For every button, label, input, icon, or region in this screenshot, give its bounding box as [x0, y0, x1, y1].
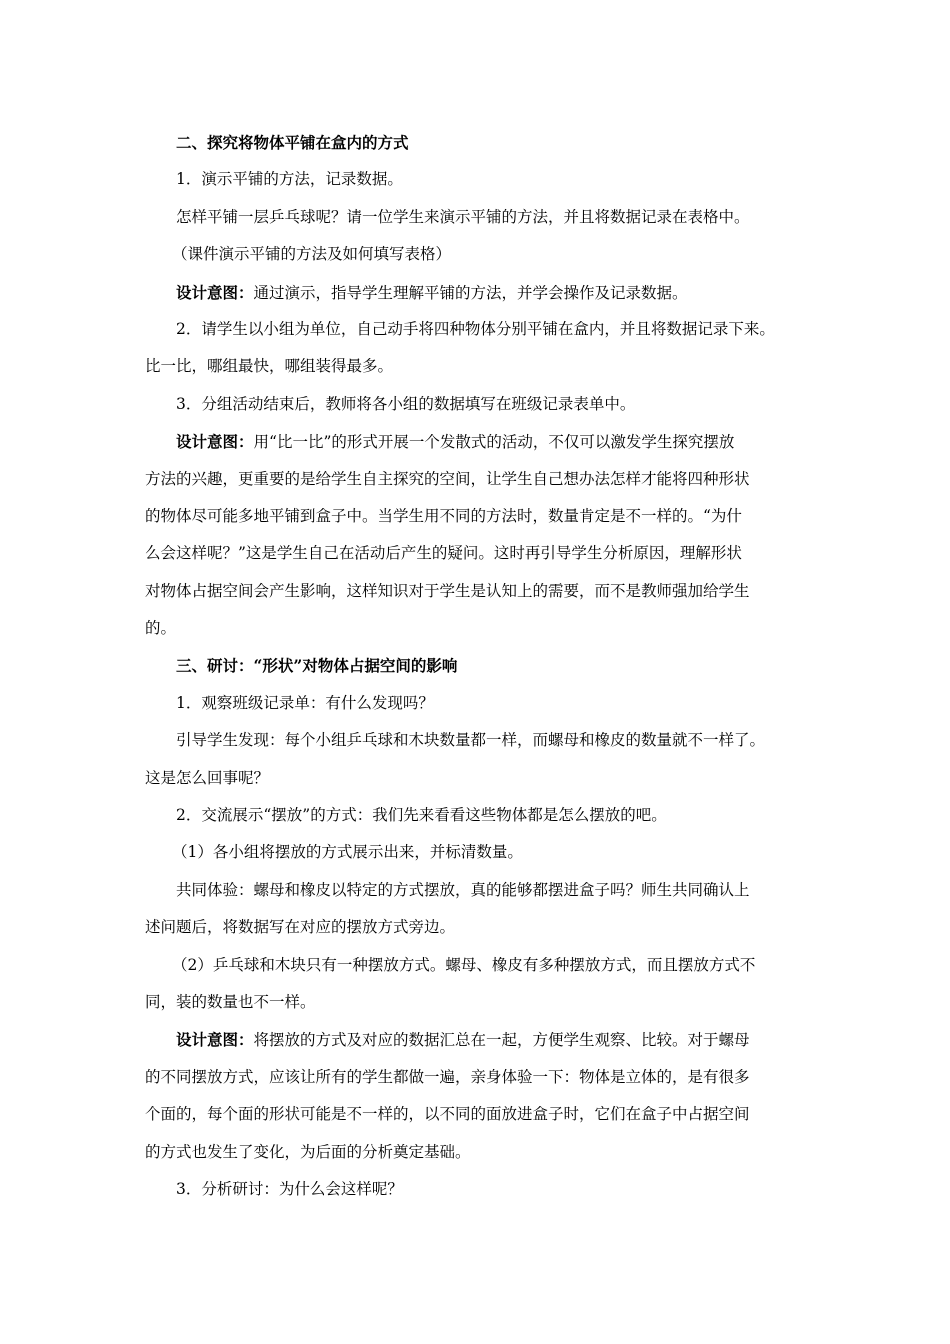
heading-text: 三、研讨：“形状”对物体占据空间的影响 [176, 656, 458, 676]
line-text: 述问题后，将数据写在对应的摆放方式旁边。 [145, 918, 456, 937]
line-text: （1）各小组将摆放的方式展示出来，并标清数量。 [172, 843, 523, 862]
paragraph-line [145, 498, 815, 535]
paragraph-line [145, 573, 815, 610]
line-text: 对物体占据空间会产生影响，这样知识对于学生是认知上的需要，而不是教师强加给学生 [145, 581, 750, 600]
paragraph-line [145, 1171, 815, 1208]
line-text: 引导学生发现：每个小组乒乓球和木块数量都一样，而螺母和橡皮的数量就不一样了。 [176, 731, 766, 750]
line-text: （课件演示平铺的方法及如何填写表格） [172, 245, 452, 264]
paragraph-line [145, 535, 815, 572]
paragraph-line [145, 909, 815, 946]
paragraph-line [145, 685, 815, 722]
paragraph-line [145, 348, 815, 385]
line-text: （2）乒乓球和木块只有一种摆放方式。螺母、橡皮有多种摆放方式，而且摆放方式不 [172, 955, 756, 974]
paragraph-line [145, 722, 815, 759]
paragraph-line [145, 760, 815, 797]
paragraph-line [145, 161, 815, 198]
line-text: 么会这样呢？”这是学生自己在活动后产生的疑问。这时再引导学生分析原因，理解形状 [145, 544, 742, 563]
paragraph-line [145, 1134, 815, 1171]
line-text: 1．演示平铺的方法，记录数据。 [176, 170, 403, 189]
line-text: 3．分析研讨：为什么会这样呢？ [176, 1179, 403, 1198]
paragraph-line [145, 834, 815, 871]
design-intent-label: 设计意图： [176, 282, 254, 302]
paragraph-line [145, 461, 815, 498]
line-text: 比一比，哪组最快，哪组装得最多。 [145, 357, 394, 376]
line-text: 怎样平铺一层乒乓球呢？请一位学生来演示平铺的方法，并且将数据记录在表格中。 [176, 207, 750, 226]
line-text: 3．分组活动结束后，教师将各小组的数据填写在班级记录表单中。 [176, 394, 636, 413]
line-text: 的不同摆放方式，应该让所有的学生都做一遍，亲身体验一下：物体是立体的，是有很多 [145, 1067, 750, 1086]
paragraph-line [145, 1096, 815, 1133]
line-text: 同，装的数量也不一样。 [145, 992, 316, 1011]
design-intent-label: 设计意图： [176, 432, 254, 452]
line-text: 2．交流展示“摆放”的方式：我们先来看看这些物体都是怎么摆放的吧。 [176, 806, 667, 825]
paragraph-line [145, 947, 815, 984]
paragraph-line [145, 386, 815, 423]
line-text: 通过演示，指导学生理解平铺的方法，并学会操作及记录数据。 [253, 283, 688, 302]
document-body [145, 124, 815, 1208]
line-text: 用“比一比”的形式开展一个发散式的活动，不仅可以激发学生探究摆放 [253, 433, 735, 452]
paragraph-line [145, 984, 815, 1021]
line-text: 共同体验：螺母和橡皮以特定的方式摆放，真的能够都摆进盒子吗？师生共同确认上 [176, 880, 750, 899]
design-intent-label: 设计意图： [176, 1030, 254, 1050]
line-text: 个面的，每个面的形状可能是不一样的，以不同的面放进盒子时，它们在盒子中占据空间 [145, 1105, 750, 1124]
section-heading-3 [145, 647, 815, 684]
line-text: 的。 [145, 619, 177, 638]
line-text: 的物体尽可能多地平铺到盒子中。当学生用不同的方法时，数量肯定是不一样的。“为什 [145, 506, 742, 525]
line-text: 将摆放的方式及对应的数据汇总在一起，方便学生观察、比较。对于螺母 [253, 1031, 750, 1050]
line-text: 这是怎么回事呢？ [145, 768, 270, 787]
line-text: 2．请学生以小组为单位，自己动手将四种物体分别平铺在盒内，并且将数据记录下来。 [176, 319, 775, 338]
paragraph-line [145, 199, 815, 236]
paragraph-line [145, 236, 815, 273]
design-intent-line [145, 423, 815, 460]
paragraph-line [145, 311, 815, 348]
line-text: 1．观察班级记录单：有什么发现吗？ [176, 693, 434, 712]
line-text: 的方式也发生了变化，为后面的分析奠定基础。 [145, 1142, 471, 1161]
design-intent-line [145, 1021, 815, 1058]
paragraph-line [145, 1059, 815, 1096]
paragraph-line [145, 610, 815, 647]
design-intent-line [145, 274, 815, 311]
section-heading-2 [145, 124, 815, 161]
line-text: 方法的兴趣，更重要的是给学生自主探究的空间，让学生自己想办法怎样才能将四种形状 [145, 469, 750, 488]
heading-text: 二、探究将物体平铺在盒内的方式 [176, 133, 409, 152]
paragraph-line [145, 797, 815, 834]
paragraph-line [145, 872, 815, 909]
